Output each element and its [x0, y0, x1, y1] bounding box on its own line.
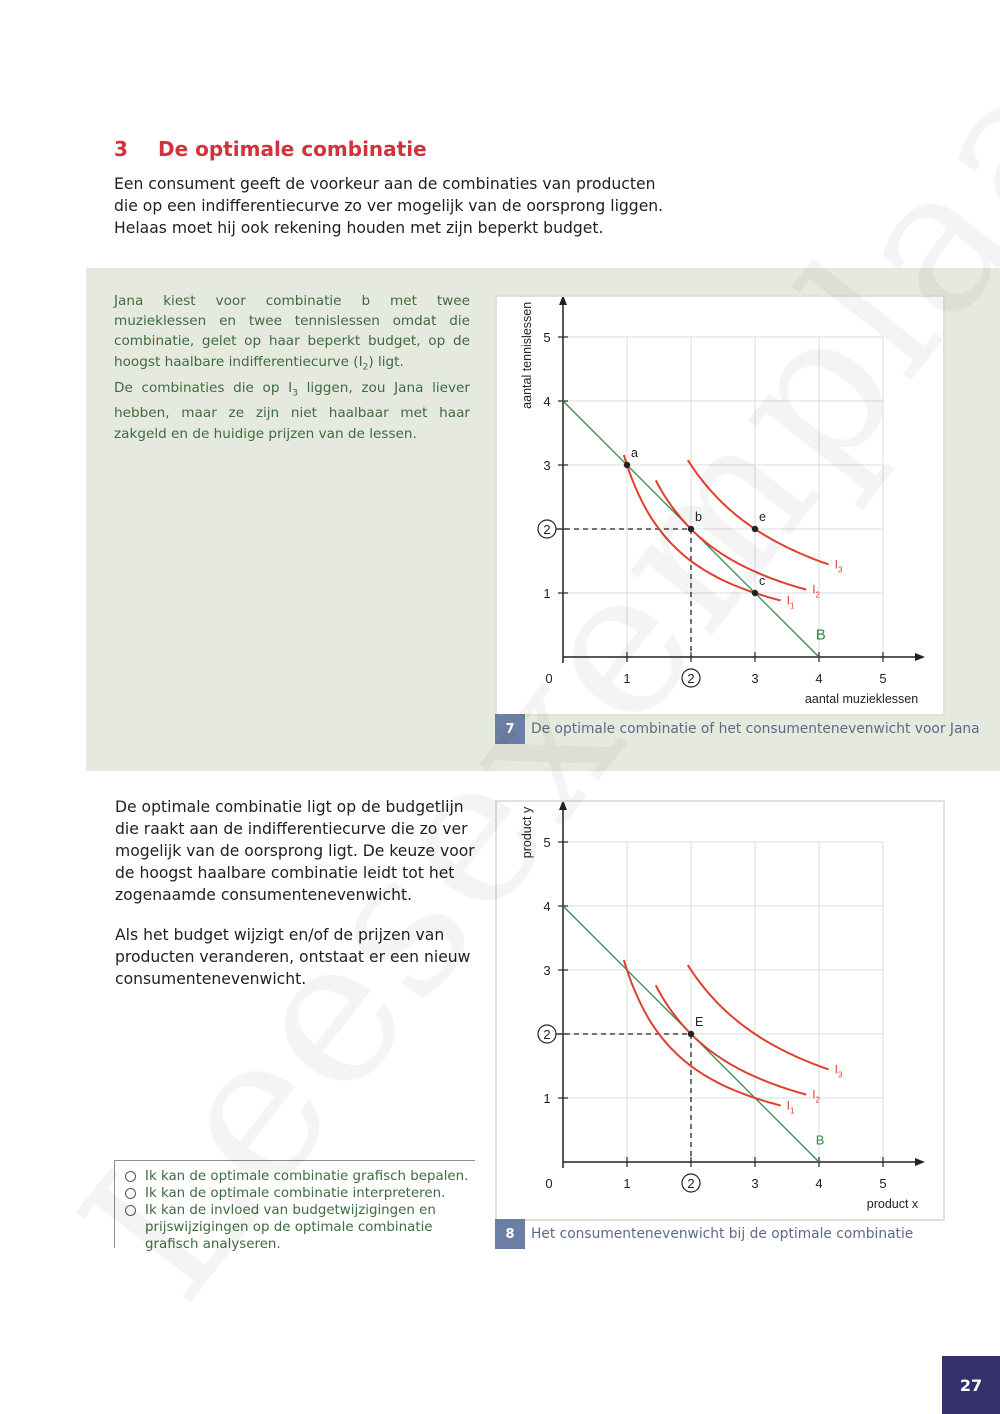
x-tick-label: 4	[815, 671, 823, 686]
y-axis-label: product y	[520, 806, 534, 859]
data-point-a	[624, 462, 630, 468]
curve-label: $I_2$	[812, 1087, 820, 1105]
x-tick-label: 1	[623, 1176, 631, 1191]
body-paragraph-1: De optimale combinatie ligt op de budgetlijn die raakt aan de indifferentiecurve die zo ver mogelijk van de oorsprong ligt. De keuze voor de hoogst haalbare combinatie leidt tot het zogenaamde consumentenevenwicht.	[115, 798, 475, 904]
x-axis-label: aantal muzieklessen	[804, 692, 919, 706]
chart-svg-8	[497, 802, 943, 1219]
data-point-E	[688, 1031, 694, 1037]
indifference-curve-i3	[688, 965, 829, 1069]
x-tick-label: 0	[545, 671, 553, 686]
budget-line-label: B	[815, 626, 826, 644]
y-tick-label: 2	[543, 1027, 551, 1042]
y-tick-label: 2	[543, 522, 551, 537]
indifference-curve-i2	[656, 480, 806, 589]
curve-label-subscript: 2	[815, 1095, 820, 1105]
curve-label: $I_1$	[786, 593, 795, 611]
section-number: 3	[114, 137, 128, 161]
curve-label-subscript: 3	[837, 565, 843, 575]
x-tick-label: 1	[623, 671, 631, 686]
y-tick-label: 5	[543, 330, 551, 345]
figure-7-caption	[495, 714, 980, 744]
data-point-c	[752, 590, 758, 596]
y-tick-label: 3	[543, 963, 551, 978]
figure-number-badge: 8	[495, 1219, 525, 1249]
point-label: b	[695, 510, 702, 524]
goal-item: Ik kan de optimale combinatie grafisch bepalen.	[123, 1168, 475, 1185]
x-axis-arrow-icon	[915, 653, 925, 661]
x-tick-label: 2	[687, 671, 695, 686]
figure-caption-text: De optimale combinatie of het consumentenevenwicht voor Jana	[531, 721, 980, 737]
checkbox-circle-icon[interactable]	[125, 1205, 136, 1216]
curve-label-subscript: 1	[789, 1106, 795, 1116]
curve-label: $I_3$	[834, 557, 843, 575]
y-tick-label: 1	[543, 1091, 551, 1106]
example-paragraph-1: Jana kiest voor combinatie b met twee muzieklessen en twee tennislessen omdat die combinatie, gelet op haar beperkt budget, op de hoogst haalbare indifferentiecurve $(I_2)$ ligt.	[114, 293, 470, 373]
goal-item: Ik kan de invloed van budgetwijzigingen en prijswijzigingen op de optimale combinatie grafisch analyseren.	[123, 1202, 475, 1253]
x-tick-label: 5	[879, 1176, 887, 1191]
learning-goals	[114, 1160, 475, 1252]
y-tick-label: 1	[543, 586, 551, 601]
curve-label-subscript: 1	[789, 601, 795, 611]
example-text	[114, 291, 470, 444]
curve-label-subscript: 2	[815, 590, 820, 600]
page-number: 27	[942, 1356, 1000, 1414]
checkbox-circle-icon[interactable]	[125, 1171, 136, 1182]
figure-caption-text: Het consumentenevenwicht bij de optimale combinatie	[531, 1226, 914, 1242]
x-tick-label: 4	[815, 1176, 823, 1191]
y-axis-label: aantal tennislessen	[520, 301, 534, 409]
body-text	[115, 796, 485, 1008]
section-heading	[114, 137, 427, 161]
point-label: c	[759, 574, 766, 588]
goal-item: Ik kan de optimale combinatie interpreteren.	[123, 1185, 475, 1202]
figure-7-chart	[495, 295, 945, 716]
point-label: E	[695, 1015, 704, 1029]
point-label: a	[631, 446, 638, 460]
x-tick-label: 2	[687, 1176, 695, 1191]
y-tick-label: 4	[543, 394, 551, 409]
figure-number-badge: 7	[495, 714, 525, 744]
example-paragraph-2: De combinaties die op $I_3$ liggen, zou Jana liever hebben, maar ze zijn niet haalbaar met haar zakgeld en de huidige prijzen van de lessen.	[114, 379, 470, 442]
x-tick-label: 5	[879, 671, 887, 686]
indifference-curve-i1	[624, 960, 781, 1106]
intro-paragraph: Een consument geeft de voorkeur aan de combinaties van producten die op een indifferentiecurve zo ver mogelijk van de oorsprong liggen. Helaas moet hij ook rekening houden met zijn beperkt budget.	[114, 175, 664, 237]
y-axis-arrow-icon	[559, 297, 567, 305]
y-tick-label: 3	[543, 458, 551, 473]
x-tick-label: 3	[751, 1176, 759, 1191]
y-tick-label: 5	[543, 835, 551, 850]
figure-8-chart	[495, 800, 945, 1221]
curve-label: $I_1$	[786, 1098, 795, 1116]
budget-line-label: B	[815, 1132, 825, 1148]
data-point-b	[688, 526, 694, 532]
section-title: De optimale combinatie	[158, 137, 427, 161]
checkbox-circle-icon[interactable]	[125, 1188, 136, 1199]
y-tick-label: 4	[543, 899, 551, 914]
chart-svg-7	[497, 297, 943, 714]
data-point-e	[752, 526, 758, 532]
x-tick-label: 0	[545, 1176, 553, 1191]
y-axis-arrow-icon	[559, 802, 567, 810]
x-axis-arrow-icon	[915, 1158, 925, 1166]
figure-8-caption	[495, 1219, 913, 1249]
indifference-curve-i2	[656, 985, 806, 1094]
body-paragraph-2: Als het budget wijzigt en/of de prijzen van producten veranderen, ontstaat er een nieuw consumentenevenwicht.	[115, 926, 471, 988]
point-label: e	[759, 510, 766, 524]
x-tick-label: 3	[751, 671, 759, 686]
curve-label-subscript: 3	[837, 1070, 843, 1080]
curve-label: $I_2$	[812, 582, 820, 600]
curve-label: $I_3$	[834, 1062, 843, 1080]
x-axis-label: product x	[866, 1197, 919, 1211]
